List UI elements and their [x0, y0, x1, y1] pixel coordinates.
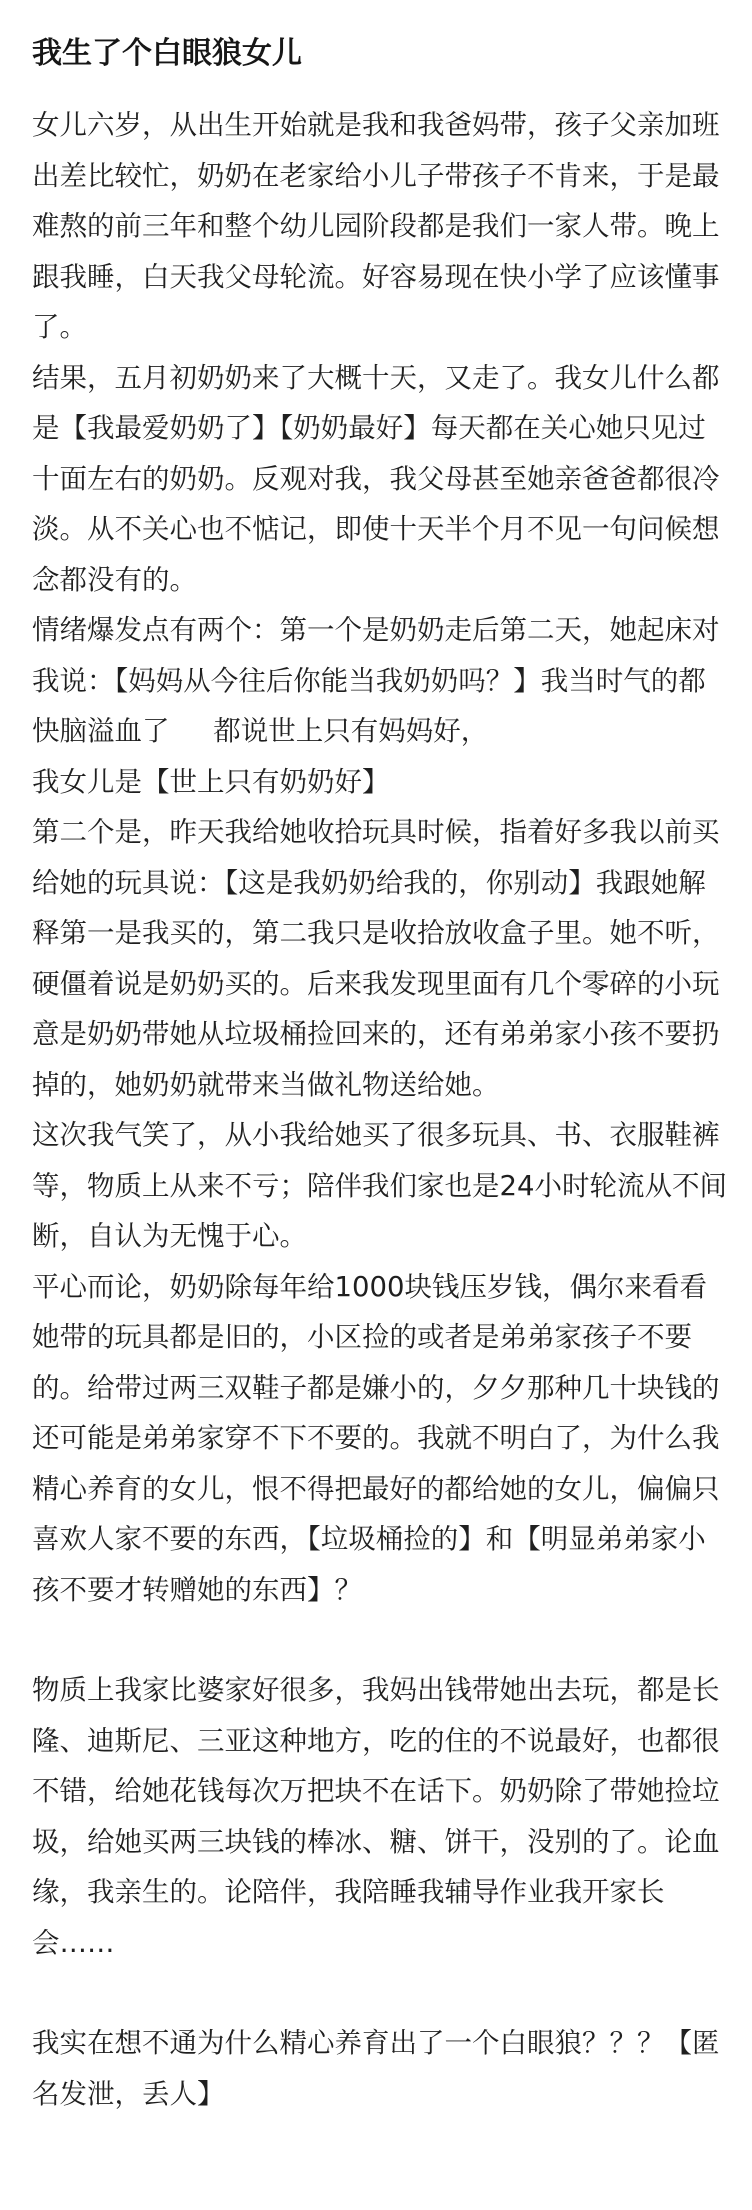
paragraph-5: 这次我气笑了，从小我给她买了很多玩具、书、衣服鞋裤等，物质上从来不亏；陪伴我们家也是24小时轮流从不间断，自认为无愧于心。 [32, 1119, 727, 1252]
paragraph-1: 女儿六岁，从出生开始就是我和我爸妈带，孩子父亲加班出差比较忙，奶奶在老家给小儿子带孩子不肯来，于是最难熬的前三年和整个幼儿园阶段都是我们一家人带。晚上跟我睡，白天我父母轮流。好容易现在快小学了应该懂事了。 [32, 109, 720, 343]
paragraph-4: 第二个是，昨天我给她收拾玩具时候，指着好多我以前买给她的玩具说：【这是我奶奶给我的，你别动】我跟她解释第一是我买的，第二我只是收拾放收盒子里。她不听，硬僵着说是奶奶买的。后来我发现里面有几个零碎的小玩意是奶奶带她从垃圾桶捡回来的，还有弟弟家小孩不要扔掉的，她奶奶就带来当做礼物送给她。 [32, 816, 720, 1101]
paragraph-7: 物质上我家比婆家好很多，我妈出钱带她出去玩，都是长隆、迪斯尼、三亚这种地方，吃的住的不说最好，也都很不错，给她花钱每次万把块不在话下。奶奶除了带她捡垃圾，给她买两三块钱的棒冰、糖、饼干，没别的了。论血缘，我亲生的。论陪伴，我陪睡我辅导作业我开家长会…… [32, 1674, 720, 1959]
paragraph-spacer [32, 1968, 732, 2018]
paragraph-8: 我实在想不通为什么精心养育出了一个白眼狼？？？【匿名发泄，丢人】 [32, 2027, 720, 2110]
paragraph-3: 情绪爆发点有两个：第一个是奶奶走后第二天，她起床对我说：【妈妈从今往后你能当我奶奶吗？】我当时气的都快脑溢血了 都说世上只有妈妈好， 我女儿是【世上只有奶奶好】 [32, 614, 720, 798]
paragraph-6: 平心而论，奶奶除每年给1000块钱压岁钱，偶尔来看看她带的玩具都是旧的，小区捡的或者是弟弟家孩子不要的。给带过两三双鞋子都是嫌小的，夕夕那种几十块钱的还可能是弟弟家穿不下不要的。我就不明白了，为什么我精心养育的女儿，恨不得把最好的都给她的女儿，偏偏只喜欢人家不要的东西，【垃圾桶捡的】和【明显弟弟家小孩不要才转赠她的东西】？ [32, 1270, 720, 1606]
paragraph-2: 结果，五月初奶奶来了大概十天，又走了。我女儿什么都是【我最爱奶奶了】【奶奶最好】每天都在关心她只见过十面左右的奶奶。反观对我，我父母甚至她亲爸爸都很冷淡。从不关心也不惦记，即使十天半个月不见一句问候想念都没有的。 [32, 361, 720, 596]
paragraph-spacer [32, 1615, 732, 1665]
post-content [32, 22, 732, 2119]
post-title: 我生了个白眼狼女儿 [32, 36, 302, 71]
